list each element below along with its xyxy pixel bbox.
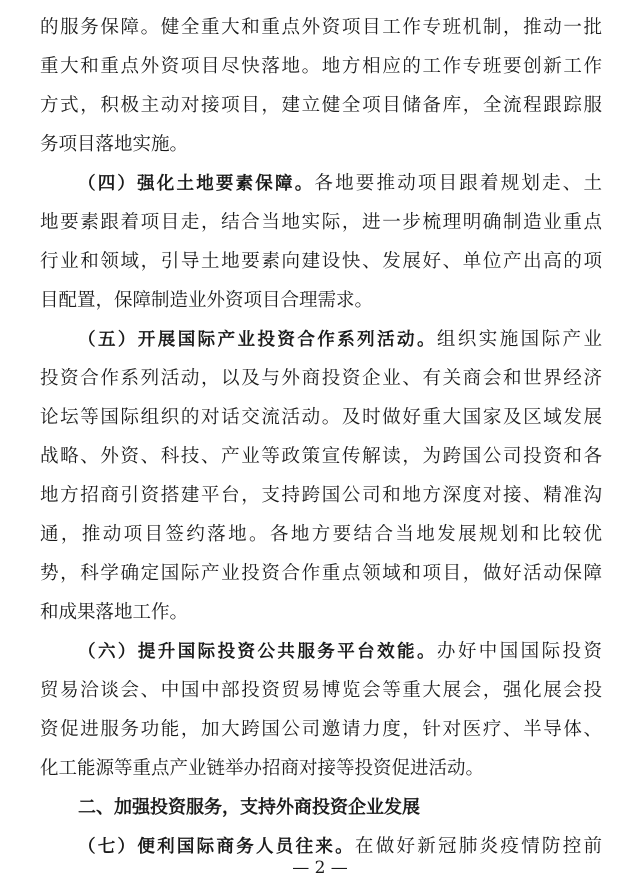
text-line: 势，科学确定国际产业投资合作重点领域和项目，做好活动保障 — [40, 563, 602, 584]
section-4-first-line: 各地要推动项目跟着规划走、土 — [314, 173, 602, 194]
text-line — [40, 632, 602, 671]
text-line: 化工能源等重点产业链举办招商对接等投资促进活动。 — [40, 758, 485, 779]
text-line: 通，推动项目签约落地。各地方要结合当地发展规划和比较优 — [40, 524, 602, 545]
text-line: 的服务保障。健全重大和重点外资项目工作专班机制，推动一批 — [40, 17, 602, 38]
text-line: 投资合作系列活动，以及与外商投资企业、有关商会和世界经济 — [40, 368, 602, 389]
text-line: 目配置，保障制造业外资项目合理需求。 — [40, 290, 374, 311]
paragraph-section-3-continued — [40, 8, 602, 164]
section-heading-2: 二、加强投资服务，支持外商投资企业发展 — [78, 797, 420, 818]
section-6-first-line: 办好中国国际投资 — [436, 641, 602, 662]
text-line: 方式，积极主动对接项目，建立健全项目储备库，全流程跟踪服 — [40, 95, 602, 116]
text-line: 和成果落地工作。 — [40, 602, 189, 623]
section-5-lead: （五）开展国际产业投资合作系列活动。 — [78, 330, 437, 350]
text-line: 地方招商引资搭建平台，支持跨国公司和地方深度对接、精准沟 — [40, 485, 602, 506]
text-line — [40, 164, 602, 203]
text-line: 贸易洽谈会、中国中部投资贸易博览会等重大展会，强化展会投 — [40, 680, 602, 701]
text-line: 资促进服务功能，加大跨国公司邀请力度，针对医疗、半导体、 — [40, 719, 602, 740]
section-7-first-line: 在做好新冠肺炎疫情防控前 — [354, 836, 602, 857]
text-line: 行业和领域，引导土地要素向建设快、发展好、单位产出高的项 — [40, 251, 602, 272]
section-7-lead: （七）便利国际商务人员往来。 — [78, 837, 355, 857]
paragraph-section-4 — [40, 164, 602, 320]
text-line: 战略、外资、科技、产业等政策宣传解读，为跨国公司投资和各 — [40, 446, 602, 467]
section-5-first-line: 组织实施国际产业 — [436, 329, 602, 350]
document-body — [40, 8, 602, 866]
paragraph-section-6 — [40, 632, 602, 788]
text-line: 论坛等国际组织的对话交流活动。及时做好重大国家及区域发展 — [40, 407, 602, 428]
paragraph-section-5 — [40, 320, 602, 632]
page-number: — 2 — — [292, 858, 348, 878]
text-line: 重大和重点外资项目尽快落地。地方相应的工作专班要创新工作 — [40, 56, 602, 77]
text-line: 务项目落地实施。 — [40, 134, 189, 155]
section-6-lead: （六）提升国际投资公共服务平台效能。 — [78, 642, 437, 662]
section-4-lead: （四）强化土地要素保障。 — [78, 174, 315, 194]
text-line: 地要素跟着项目走，结合当地实际，进一步梳理明确制造业重点 — [40, 212, 602, 233]
text-line — [40, 320, 602, 359]
